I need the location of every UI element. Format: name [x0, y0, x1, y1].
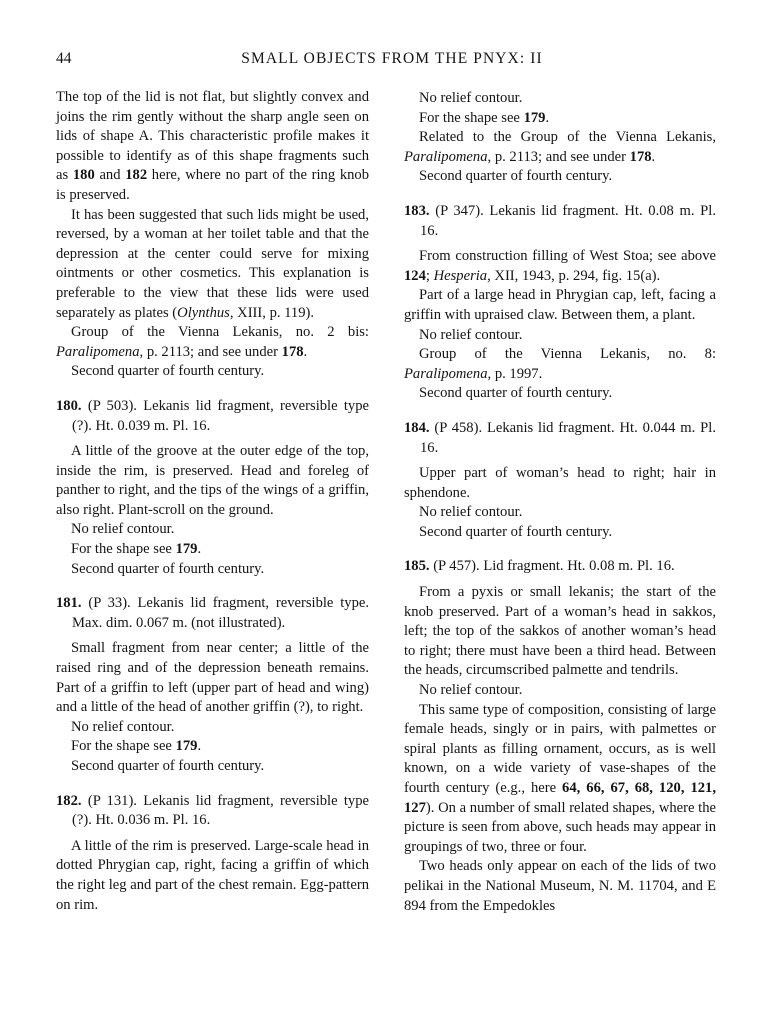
running-head: SMALL OBJECTS FROM THE PNYX: II — [241, 50, 543, 67]
date-line: Second quarter of fourth century. — [419, 168, 613, 185]
entry-number: 184. — [404, 419, 430, 436]
paragraph: Upper part of woman’s head to right; hair in sphendone. — [404, 465, 716, 501]
page-number: 44 — [56, 50, 72, 67]
paragraph: No relief contour. — [419, 90, 523, 106]
date-line: Second quarter of fourth century. — [71, 363, 265, 380]
date-line: Second quarter of fourth century. — [419, 385, 613, 402]
page-header — [52, 50, 732, 72]
catalogue-entry-heading: 182. (P 131). Lekanis lid fragment, reversible type (?). Ht. 0.036 m. Pl. 16. — [56, 792, 369, 829]
date-line: Second quarter of fourth century. — [71, 758, 265, 774]
entry-number: 181. — [56, 595, 82, 612]
paragraph: Two heads only appear on each of the lids of two pelikai in the National Museum, N. M. 11704, and E 894 from the Empedokles — [404, 858, 716, 914]
date-line: Second quarter of fourth century. — [419, 523, 613, 540]
paragraph: A little of the rim is preserved. Large-scale head in dotted Phrygian cap, right, facing a griffin of which the right leg and part of the chest remain. Egg-pattern on rim. — [56, 837, 369, 913]
paragraph: No relief contour. — [419, 504, 523, 521]
catalogue-entry-heading: 184. (P 458). Lekanis lid fragment. Ht. 0.044 m. Pl. 16. — [404, 419, 716, 456]
entry-number: 183. — [404, 202, 430, 219]
paragraph: Group of the Vienna Lekanis, no. 8: Paralipomena, p. 1997. — [404, 346, 716, 382]
paragraph: No relief contour. — [71, 521, 175, 538]
entry-number: 180. — [56, 397, 82, 414]
paragraph: It has been suggested that such lids might be used, reversed, by a woman at her toilet table and that the depression at the center could serve for mixing ointments or other cosmetics. This explanation is preferable to the view that these lids were used separately as plates (Olynthus, XIII, p. 119). — [56, 206, 369, 321]
paragraph: From a pyxis or small lekanis; the start of the knob preserved. Part of a woman’s head in sakkos, left; the top of the sakkos of another woman’s head to right; there must have been a third head. Between the heads, circumscribed palmette and tendrils. — [404, 584, 716, 679]
catalogue-entry-heading: 183. (P 347). Lekanis lid fragment. Ht. 0.08 m. Pl. 16. — [404, 202, 716, 239]
paragraph: The top of the lid is not flat, but slightly convex and joins the rim gently without the sharp angle seen on lids of shape A. This characteristic profile makes it possible to identify as of this shape fragments such as 180 and 182 here, where no part of the ring knob is preserved. — [56, 89, 370, 203]
catalogue-entry-heading: 185. (P 457). Lid fragment. Ht. 0.08 m. Pl. 16. — [404, 558, 675, 575]
entry-number: 182. — [56, 792, 82, 809]
entry-number: 185. — [404, 558, 430, 575]
paragraph: No relief contour. — [419, 682, 523, 699]
catalogue-entry-heading: 180. (P 503). Lekanis lid fragment, reversible type (?). Ht. 0.039 m. Pl. 16. — [56, 397, 369, 434]
paragraph: For the shape see 179. — [71, 738, 202, 755]
paragraph: For the shape see 179. — [419, 109, 550, 126]
paragraph: No relief contour. — [71, 718, 175, 735]
paragraph: Small fragment from near center; a little of the raised ring and of the depression beneath remains. Part of a griffin to left (upper part of head and wing) and a little of the head of another griffin (?), to right. — [56, 640, 369, 716]
paragraph: Part of a large head in Phrygian cap, left, facing a griffin with upraised claw. Between them, a plant. — [404, 287, 716, 323]
paragraph: For the shape see 179. — [71, 541, 202, 558]
paragraph: A little of the groove at the outer edge of the top, inside the rim, is preserved. Head and foreleg of panther to right, and the tips of the wings of a griffin, also right. Plant-scroll on the ground. — [56, 443, 369, 518]
right-column — [404, 89, 716, 916]
left-column — [56, 88, 369, 915]
paragraph: From construction filling of West Stoa; see above 124; Hesperia, XII, 1943, p. 294, fig. 15(a). — [404, 248, 716, 284]
paragraph: Related to the Group of the Vienna Lekanis, Paralipomena, p. 2113; and see under 178. — [404, 129, 716, 165]
paragraph: Group of the Vienna Lekanis, no. 2 bis: Paralipomena, p. 2113; and see under 178. — [56, 324, 369, 360]
paragraph: This same type of composition, consisting of large female heads, singly or in pairs, with palmettes or spiral plants as filling ornament, occurs, as is well known, on a wide variety of vase-shapes of the fourth century (e.g., here 64, 66, 67, 68, 120, 121, 127). On a number of small related shapes, where the picture is seen from above, such heads may appear in groupings of two, three or four. — [404, 701, 716, 855]
date-line: Second quarter of fourth century. — [71, 560, 265, 577]
paragraph: No relief contour. — [419, 326, 523, 343]
catalogue-entry-heading: 181. (P 33). Lekanis lid fragment, reversible type. Max. dim. 0.067 m. (not illustrated). — [56, 595, 369, 631]
